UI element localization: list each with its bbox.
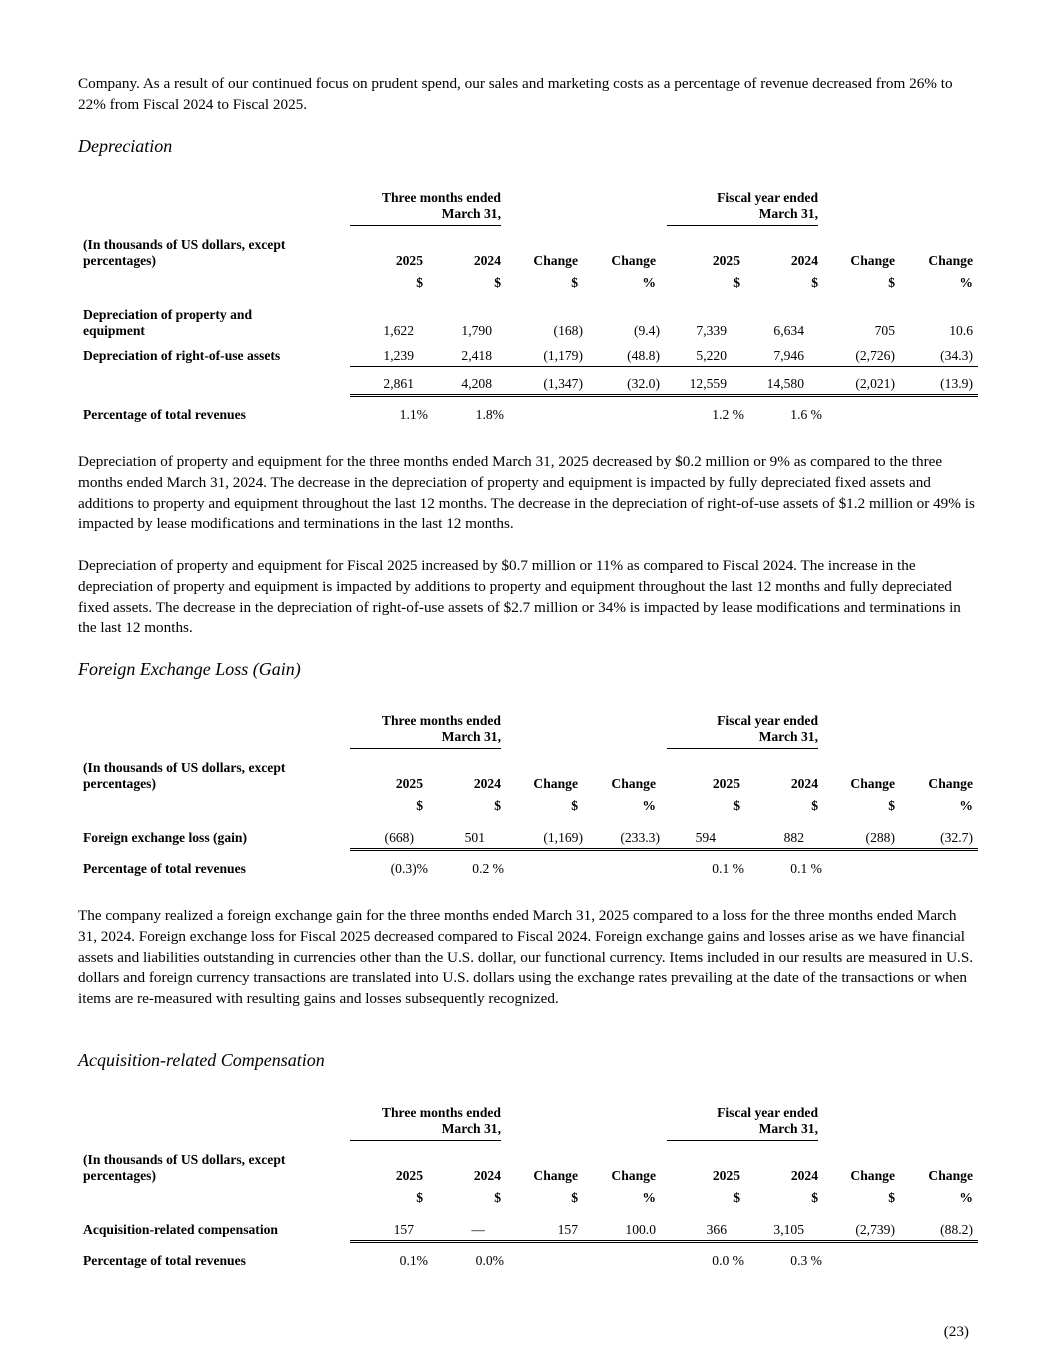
col-header-8: Change [928,253,973,268]
col-unit-7: $ [888,275,895,290]
table-cell: (1,179) [543,348,583,363]
table-cell: 0.1 % [712,861,744,876]
table-cell: 501 [464,830,485,845]
table-cell: 366 [706,1222,727,1237]
col-unit-1: $ [416,275,423,290]
col-unit-3: $ [571,275,578,290]
table-cell: 0.3 % [790,1253,822,1268]
row-label-fx: Foreign exchange loss (gain) [83,830,248,845]
col-unit-6: $ [811,275,818,290]
table-cell: 4,208 [461,376,492,391]
col-header-2: 2024 [473,776,501,791]
acq-heading: Acquisition-related Compensation [78,1050,325,1070]
table-cell: (13.9) [940,376,973,391]
table-cell: 0.2 % [472,861,504,876]
col-unit-4: % [642,1190,656,1205]
col-unit-5: $ [733,798,740,813]
three-months-rule [350,748,501,749]
table-cell: (0.3)% [390,861,428,876]
table-cell: (88.2) [940,1222,973,1237]
table-cell: 2,861 [383,376,414,391]
table-cell: 1,622 [383,323,414,338]
col-unit-2: $ [494,275,501,290]
col-header-6: 2024 [790,776,818,791]
depreciation-paragraph-2: Depreciation of property and equipment for Fiscal 2025 increased by $0.7 million or 11% as compared to Fiscal 2024. The increase in the depreciation of property and equipment is impacted by additions to property and equipment throughout the last 12 months and fully depreciated fixed assets. The decrease in the depreciation of right-of-use assets of $2.7 million or 34% is impacted by lease modifications and terminations in the last 12 months. [78,557,961,637]
total-double-rule [350,848,978,851]
col-header-6: 2024 [790,1168,818,1183]
table-cell: (1,347) [543,376,583,391]
table-cell: 1,790 [461,323,492,338]
col-header-6: 2024 [790,253,818,268]
col-header-7: Change [850,776,895,791]
col-unit-1: $ [416,798,423,813]
col-unit-1: $ [416,1190,423,1205]
table-cell: 157 [557,1222,578,1237]
intro-paragraph: Company. As a result of our continued focus on prudent spend, our sales and marketing costs as a percentage of revenue decreased from 26% to 22% from Fiscal 2024 to Fiscal 2025. [78,75,953,113]
fx-heading: Foreign Exchange Loss (Gain) [78,659,301,679]
page-number: (23) [943,1323,969,1340]
table-cell: (288) [865,830,895,845]
table-cell: (9.4) [633,323,660,338]
col-unit-7: $ [888,1190,895,1205]
col-header-7: Change [850,1168,895,1183]
depreciation-paragraph-1: Depreciation of property and equipment for the three months ended March 31, 2025 decreased by $0.2 million or 9% as compared to the three months ended March 31, 2024. The decrease in the depreciation of property and equipment is impacted by fully depreciated fixed assets and additions to property and equipment throughout the last 12 months. The decrease in the depreciation of right-of-use assets of $1.2 million or 49% is impacted by lease modifications and terminations in the last 12 months. [78,453,975,533]
table-cell: 0.1 % [790,861,822,876]
three-months-rule [350,1140,501,1141]
three-months-header: Three months ended March 31, [381,190,501,221]
table-cell: 1,239 [383,348,414,363]
col-header-4: Change [611,253,656,268]
col-header-4: Change [611,1168,656,1183]
total-double-rule [350,1240,978,1243]
table-cell: 1.8% [475,407,504,422]
table-cell: 100.0 [625,1222,656,1237]
col-header-8: Change [928,776,973,791]
table-cell: 1.2 % [712,407,744,422]
table-cell: — [471,1222,485,1237]
col-header-2: 2024 [473,1168,501,1183]
table-cell: (1,169) [543,830,583,845]
table-cell: 705 [874,323,895,338]
col-unit-2: $ [494,1190,501,1205]
col-header-4: Change [611,776,656,791]
fiscal-year-header: Fiscal year ended March 31, [717,1105,818,1136]
col-header-7: Change [850,253,895,268]
col-unit-6: $ [811,1190,818,1205]
fiscal-year-header: Fiscal year ended March 31, [717,190,818,221]
table-cell: (34.3) [940,348,973,363]
table-cell: (233.3) [620,830,660,845]
col-unit-6: $ [811,798,818,813]
table-cell: 6,634 [773,323,804,338]
col-header-5: 2025 [712,776,740,791]
subtotal-rule [350,366,978,367]
table-cell: (2,021) [855,376,895,391]
fiscal-year-rule [667,748,818,749]
col-unit-4: % [642,275,656,290]
pct-label: Percentage of total revenues [83,861,246,876]
units-label: (In thousands of US dollars, except percentages) [83,237,286,268]
col-unit-3: $ [571,1190,578,1205]
table-cell: 12,559 [689,376,727,391]
col-unit-2: $ [494,798,501,813]
row-label-rou: Depreciation of right-of-use assets [83,348,281,363]
col-unit-4: % [642,798,656,813]
col-header-2: 2024 [473,253,501,268]
table-cell: (168) [553,323,583,338]
col-header-1: 2025 [395,1168,423,1183]
table-cell: 0.0 % [712,1253,744,1268]
pct-label: Percentage of total revenues [83,1253,246,1268]
total-double-rule [350,394,978,397]
table-cell: 0.0% [475,1253,504,1268]
table-cell: (32.7) [940,830,973,845]
col-header-8: Change [928,1168,973,1183]
table-cell: 594 [695,830,716,845]
fx-paragraph: The company realized a foreign exchange gain for the three months ended March 31, 2025 compared to a loss for the three months ended March 31, 2024. Foreign exchange loss for Fiscal 2025 decreased compared to Fiscal 2024. Foreign exchange gains and losses arise as we have financial assets and liabilities outstanding in currencies other than the U.S. dollar, our functional currency. Items included in our results are measured in U.S. dollars and foreign currency transactions are translated into U.S. dollars using the exchange rates prevailing at the date of the transactions or when items are re-measured with resulting gains and losses subsequently recognized. [78,907,974,1008]
fiscal-year-rule [667,225,818,226]
units-label: (In thousands of US dollars, except percentages) [83,1152,286,1183]
units-label: (In thousands of US dollars, except percentages) [83,760,286,791]
row-label-ppe: Depreciation of property and equipment [83,307,253,338]
table-cell: 7,339 [696,323,727,338]
depreciation-heading: Depreciation [78,136,173,156]
col-unit-5: $ [733,275,740,290]
three-months-header: Three months ended March 31, [381,1105,501,1136]
pct-label: Percentage of total revenues [83,407,246,422]
table-cell: (2,739) [855,1222,895,1237]
table-cell: (48.8) [627,348,660,363]
col-header-5: 2025 [712,253,740,268]
row-label-acq: Acquisition-related compensation [83,1222,278,1237]
table-cell: 2,418 [461,348,492,363]
col-header-3: Change [533,253,578,268]
col-header-1: 2025 [395,253,423,268]
table-cell: 1.6 % [790,407,822,422]
table-cell: 1.1% [399,407,428,422]
col-header-3: Change [533,776,578,791]
table-cell: 14,580 [766,376,804,391]
fiscal-year-rule [667,1140,818,1141]
col-unit-8: % [959,798,973,813]
col-header-1: 2025 [395,776,423,791]
col-unit-7: $ [888,798,895,813]
three-months-header: Three months ended March 31, [381,713,501,744]
table-cell: 882 [783,830,804,845]
table-cell: 3,105 [773,1222,804,1237]
table-cell: 7,946 [773,348,804,363]
table-cell: 5,220 [696,348,727,363]
table-cell: (2,726) [855,348,895,363]
col-unit-3: $ [571,798,578,813]
table-cell: 157 [393,1222,414,1237]
col-unit-5: $ [733,1190,740,1205]
table-cell: (668) [384,830,414,845]
col-unit-8: % [959,275,973,290]
table-cell: 10.6 [949,323,973,338]
col-unit-8: % [959,1190,973,1205]
col-header-5: 2025 [712,1168,740,1183]
three-months-rule [350,225,501,226]
fiscal-year-header: Fiscal year ended March 31, [717,713,818,744]
table-cell: 0.1% [399,1253,428,1268]
table-cell: (32.0) [627,376,660,391]
col-header-3: Change [533,1168,578,1183]
